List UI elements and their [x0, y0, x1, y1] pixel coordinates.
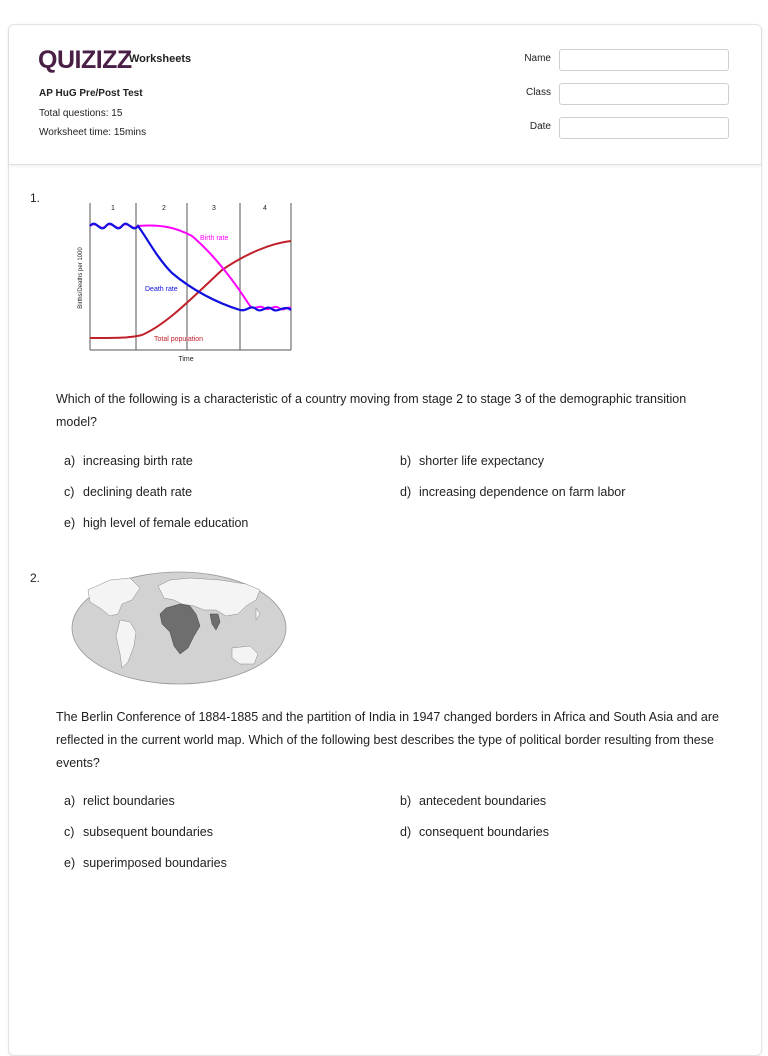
logo-subtitle: Worksheets — [129, 53, 192, 65]
world-map-image — [70, 570, 288, 686]
date-label: Date — [529, 121, 551, 132]
worksheet-title: AP HuG Pre/Post Test — [39, 88, 143, 99]
option-d[interactable]: d) consequent boundaries — [400, 825, 549, 839]
option-c[interactable]: c) declining death rate — [64, 485, 193, 499]
population-label: Total population — [154, 336, 204, 343]
question-text: The Berlin Conference of 1884-1885 and the partition of India in 1947 changed borders in Africa and South Asia and are reflected in the current world map. Which of the following best describes the type of political border resulting from these events? — [56, 710, 719, 770]
y-axis-label: Births/Deaths per 1000 — [78, 247, 84, 309]
total-questions: Total questions: 15 — [39, 108, 123, 119]
option-e[interactable]: e) high level of female education — [64, 516, 249, 530]
stage-label: 4 — [263, 205, 267, 212]
worksheet-time: Worksheet time: 15mins — [39, 127, 147, 138]
death-rate-label: Death rate — [145, 286, 178, 293]
quizizz-logo: QUIZIZZ — [38, 46, 132, 74]
date-field[interactable] — [559, 117, 729, 139]
population-line — [90, 241, 291, 338]
birth-rate-label: Birth rate — [200, 235, 229, 242]
option-c[interactable]: c) subsequent boundaries — [64, 825, 213, 839]
option-a[interactable]: a) relict boundaries — [64, 794, 175, 808]
name-field[interactable] — [559, 49, 729, 71]
birth-rate-line — [90, 224, 291, 309]
question-number: 1. — [30, 191, 41, 205]
worksheet-page — [8, 24, 762, 1056]
option-d[interactable]: d) increasing dependence on farm labor — [400, 485, 626, 499]
x-axis-label: Time — [178, 356, 194, 363]
name-label: Name — [524, 53, 551, 64]
option-b[interactable]: b) shorter life expectancy — [400, 454, 545, 468]
stage-label: 3 — [212, 205, 216, 212]
class-label: Class — [525, 87, 551, 98]
question-number: 2. — [30, 571, 41, 585]
option-b[interactable]: b) antecedent boundaries — [400, 794, 547, 808]
question-text: Which of the following is a characteristic of a country moving from stage 2 to stage 3 of the demographic transition model? — [56, 392, 687, 429]
class-field[interactable] — [559, 83, 729, 105]
stage-label: 2 — [162, 205, 166, 212]
option-e[interactable]: e) superimposed boundaries — [64, 856, 227, 870]
stage-label: 1 — [111, 205, 115, 212]
death-rate-line — [90, 224, 291, 311]
option-a[interactable]: a) increasing birth rate — [64, 454, 193, 468]
demographic-transition-chart — [72, 198, 297, 366]
worksheet-header — [9, 25, 761, 165]
